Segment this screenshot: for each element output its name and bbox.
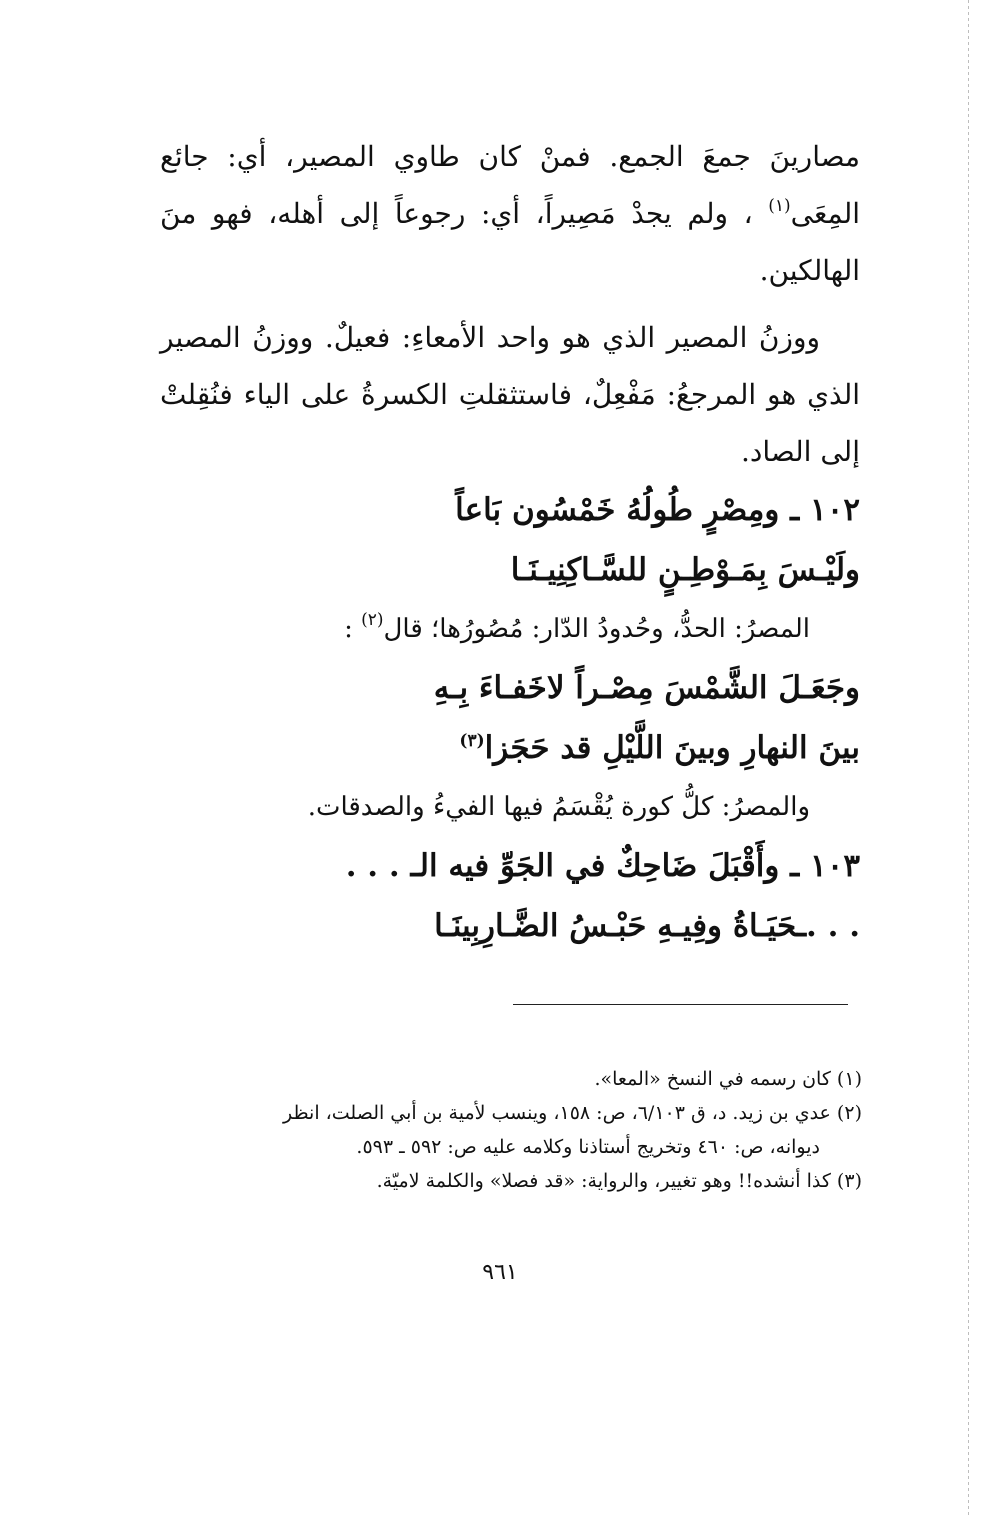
- footnote-2-continued: ديوانه، ص: ٤٦٠ وتخريج أستاذنا وكلامه عليه ص: ٥٩٢ ـ ٥٩٣.: [356, 1136, 820, 1158]
- footnote-3: (٣) كذا أنشده!! وهو تغيير، والرواية: «قد فصلا» والكلمة لاميّة.: [376, 1170, 862, 1192]
- quoted-verse-line-2: [160, 718, 860, 778]
- footnote-marker-3: (٣): [459, 731, 485, 751]
- verse-103-line-2: . . .ـحَيَـاةُ وفِيـهِ حَبْـسُ الضَّـارِبِينَـا: [434, 908, 860, 944]
- gloss-102-end: :: [344, 614, 353, 644]
- quoted-verse-line-2-text: بينَ النهارِ وبينَ اللَّيْلِ قد حَجَزا: [484, 730, 860, 766]
- gloss-102: [160, 600, 860, 658]
- verse-103-line-1: ١٠٣ ـ وأَقْبَلَ ضَاحِكٌ في الجَوِّ فيه الـ . . .: [345, 848, 860, 884]
- verse-102-line-1: ١٠٢ ـ ومِصْرٍ طُولُهُ خَمْسُون بَاعاً: [455, 492, 860, 528]
- quoted-verse-line-1: وجَعَـلَ الشَّمْسَ مِصْـراً لاخَفـاءَ بِـهِ: [433, 670, 860, 706]
- paragraph-2: ووزنُ المصير الذي هو واحد الأمعاءِ: فعيلٌ. ووزنُ المصير الذي هو المرجعُ: مَفْعِلٌ، فاستثقلتِ الكسرةُ على الياء فنُقِلتْ إلى الصاد.: [160, 321, 860, 468]
- footnote-marker-1: (١): [768, 196, 791, 216]
- footnotes: [150, 1062, 862, 1198]
- gloss-102-text: المصرُ: الحدُّ، وحُدودُ الدّار: مُصُورُها؛ قال: [383, 614, 810, 644]
- main-text: [160, 128, 860, 956]
- paragraph-1-text-a: مصارينَ جمعَ الجمع. فمنْ كان طاوي المصير، أي: جائع المِعَى: [160, 140, 860, 230]
- verse-102-line-2: ولَيْـسَ بِمَـوْطِـنٍ للسَّـاكِنِيـنَـا: [510, 552, 860, 588]
- footnote-1: (١) كان رسمه في النسخ «المعا».: [594, 1068, 862, 1090]
- page-edge-line: [968, 0, 969, 1517]
- footnote-2: (٢) عدي بن زيد. د، ق ٦/١٠٣، ص: ١٥٨، وينسب لأمية بن أبي الصلت، انظر: [282, 1102, 862, 1124]
- page-number: ٩٦١: [482, 1260, 518, 1285]
- footnote-separator: [513, 1004, 848, 1005]
- paragraph-1: [160, 128, 860, 299]
- footnote-marker-2: (٢): [361, 610, 384, 630]
- paragraph-1-text-b: ، ولم يجدْ مَصِيراً، أي: رجوعاً إلى أهله، فهو منَ الهالكين.: [160, 197, 860, 287]
- gloss-102b: والمصرُ: كلُّ كورة يُقْسَمُ فيها الفيءُ والصدقات.: [307, 792, 810, 822]
